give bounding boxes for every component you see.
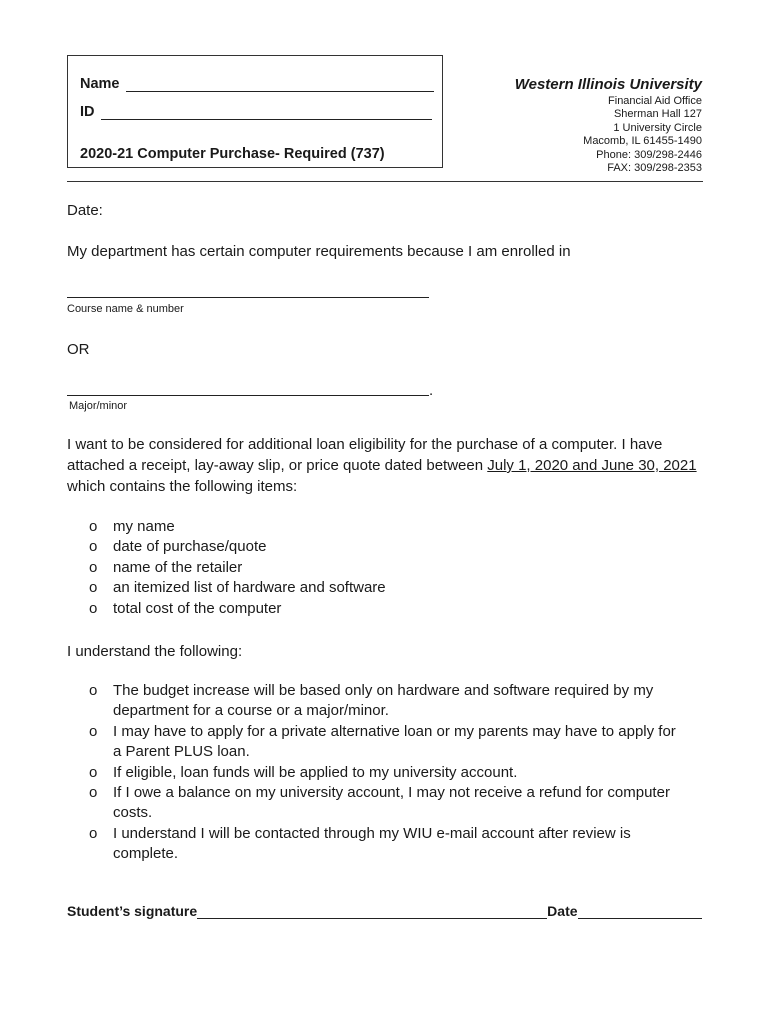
major-input-line[interactable] [67,395,429,396]
header-divider [67,181,703,182]
list-item: o name of the retailer [67,558,687,578]
signature-date-label: Date [547,903,578,919]
circle-bullet-icon: o [89,579,98,597]
list-item: o an itemized list of hardware and software [67,578,687,598]
form-title: 2020-21 Computer Purchase- Required (737) [80,146,385,162]
name-field [80,76,434,92]
address-line: Sherman Hall 127 [613,108,702,121]
address-line: 1 University Circle [613,121,702,134]
course-caption: Course name & number [67,303,184,315]
date-label: Date: [67,202,103,219]
name-input-line[interactable] [126,77,434,92]
list-item: o If eligible, loan funds will be applied to my university account. [67,763,682,783]
date-range: July 1, 2020 and June 30, 2021 [487,457,697,474]
circle-bullet-icon: o [89,824,98,842]
consideration-text-end: which contains the following items: [67,478,298,495]
circle-bullet-icon: o [89,784,98,802]
signature-input-line[interactable] [197,904,547,919]
major-period: . [429,382,434,399]
signature-label: Student’s signature [67,903,198,919]
circle-bullet-icon: o [89,722,98,740]
terms-list [67,681,682,865]
name-label: Name [80,76,120,92]
required-items-list [67,517,687,619]
list-item: o If I owe a balance on my university account, I may not receive a refund for computer costs. [89,784,670,822]
circle-bullet-icon: o [89,599,98,617]
id-input-line[interactable] [101,105,432,120]
address-line: Financial Aid Office [608,95,702,107]
list-item: o I may have to apply for a private alternative loan or my parents may have to apply for a Parent PLUS loan. [89,722,676,761]
course-input-line[interactable] [67,297,429,298]
list-item: o my name [67,517,687,537]
list-item: o total cost of the computer [67,599,687,619]
signature-date-input-line[interactable] [578,904,702,919]
consideration-paragraph [67,434,707,497]
intro-text: My department has certain computer requirements because I am enrolled in [67,243,571,260]
list-item: o I understand I will be contacted through my WIU e-mail account after review is complete. [89,824,631,863]
university-name: Western Illinois University [514,76,702,93]
list-item: o date of purchase/quote [67,537,687,557]
major-caption: Major/minor [69,400,128,412]
address-line: Phone: 309/298-2446 [596,148,702,161]
id-label: ID [80,104,95,120]
or-text: OR [67,341,90,358]
university-address [583,95,702,175]
circle-bullet-icon: o [89,682,98,699]
address-line: FAX: 309/298-2353 [607,162,702,175]
list-item: o The budget increase will be based only on hardware and software required by my department for a course or a major/minor. [89,682,654,720]
circle-bullet-icon: o [89,518,98,535]
circle-bullet-icon: o [89,538,98,556]
understand-heading: I understand the following: [67,643,243,660]
address-line: Macomb, IL 61455-1490 [583,135,702,148]
consideration-text: I want to be considered for additional loan eligibility for the purchase of a computer. I have attached a receipt, lay-away slip, or price quote dated between [67,436,663,474]
circle-bullet-icon: o [89,558,98,576]
circle-bullet-icon: o [89,763,98,781]
signature-row [67,903,702,919]
id-field [80,104,432,120]
